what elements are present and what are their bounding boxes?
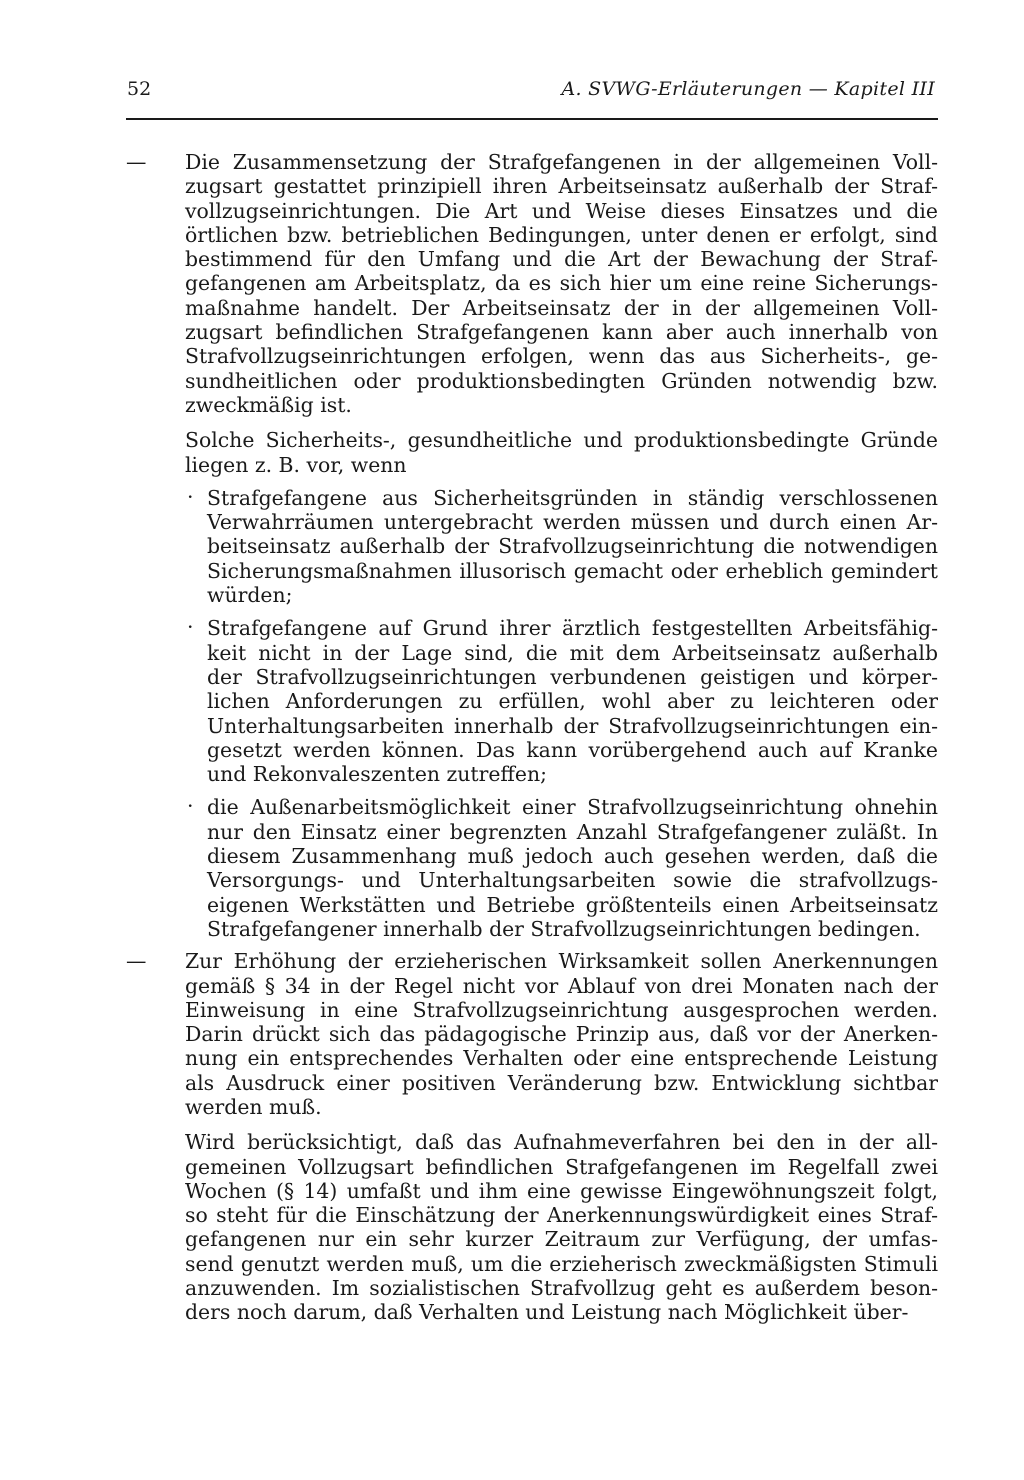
bullet-dot: · bbox=[187, 615, 194, 640]
text-line: ders noch darum, daß Verhalten und Leistung nach Möglichkeit über- bbox=[185, 1300, 909, 1325]
text-line: Darin drückt sich das pädagogische Prinzip aus, daß vor der Anerken- bbox=[185, 1022, 938, 1047]
text-line: gefangenen nur ein sehr kurzer Zeitraum zur Verfügung, der umfas- bbox=[185, 1227, 938, 1252]
header-rule bbox=[126, 118, 938, 120]
body-text bbox=[126, 150, 938, 1325]
text-line: diesem Zusammenhang muß jedoch auch gesehen werden, daß die bbox=[207, 844, 938, 869]
text-line: gefangenen am Arbeitsplatz, da es sich hier um eine reine Sicherungs- bbox=[185, 271, 938, 296]
text-line: Strafvollzugseinrichtungen erfolgen, wenn das aus Sicherheits-, ge- bbox=[185, 344, 938, 369]
text-line: nung ein entsprechendes Verhalten oder eine entsprechende Leistung bbox=[185, 1046, 938, 1071]
text-line: gesetzt werden können. Das kann vorübergehend auch auf Kranke bbox=[207, 737, 938, 762]
bullet-text bbox=[207, 616, 938, 786]
text-line: gemäß § 34 in der Regel nicht vor Ablauf von drei Monaten nach der bbox=[185, 973, 938, 998]
text-line: Einweisung in eine Strafvollzugseinrichtung ausgesprochen werden. bbox=[185, 997, 938, 1022]
text-line: Strafgefangener innerhalb der Strafvollzugseinrichtungen bedingen. bbox=[207, 916, 921, 941]
text-line: liegen z. B. vor, wenn bbox=[185, 452, 407, 477]
bullet-item-arbeitsfaehigkeit bbox=[185, 616, 938, 786]
running-title: A. SVWG-Erläuterungen — Kapitel III bbox=[561, 78, 935, 100]
paragraph-zusammensetzung bbox=[185, 150, 938, 417]
text-line: Strafgefangene auf Grund ihrer ärztlich festgestellten Arbeitsfähig- bbox=[207, 616, 938, 641]
text-line: Die Zusammensetzung der Strafgefangenen in der allgemeinen Voll- bbox=[185, 150, 938, 174]
text-line: und Rekonvaleszenten zutreffen; bbox=[207, 762, 547, 787]
paragraph-erzieherische-wirksamkeit bbox=[185, 949, 938, 1119]
page-number: 52 bbox=[127, 78, 152, 100]
text-line: maßnahme handelt. Der Arbeitseinsatz der in der allgemeinen Voll- bbox=[185, 295, 938, 320]
text-line: werden muß. bbox=[185, 1094, 322, 1119]
bullet-text bbox=[207, 486, 938, 607]
dash-item-arbeitseinsatz bbox=[126, 150, 938, 941]
text-line: örtlichen bzw. betrieblichen Bedingungen, unter denen er erfolgt, sind bbox=[185, 222, 938, 247]
text-line: lichen Anforderungen zu erfüllen, wohl aber zu leichteren oder bbox=[207, 689, 938, 714]
bullet-dot: · bbox=[187, 484, 194, 509]
text-line: der Strafvollzugseinrichtungen verbundenen geistigen und körper- bbox=[207, 664, 938, 689]
text-line: Zur Erhöhung der erzieherischen Wirksamkeit sollen Anerkennungen bbox=[185, 949, 938, 974]
text-line: Strafgefangene aus Sicherheitsgründen in ständig verschlossenen bbox=[207, 485, 938, 510]
paragraph-solche-gruende bbox=[185, 428, 938, 477]
bullet-item-aussenarbeit bbox=[185, 795, 938, 941]
bullet-item-sicherheit bbox=[185, 486, 938, 607]
text-line: Sicherungsmaßnahmen illusorisch gemacht oder erheblich gemindert bbox=[207, 558, 938, 583]
text-line: beitseinsatz außerhalb der Strafvollzugseinrichtung die notwendigen bbox=[207, 534, 938, 559]
paragraph-aufnahmeverfahren bbox=[185, 1130, 938, 1324]
dash-marker: — bbox=[126, 949, 147, 974]
text-line: Versorgungs- und Unterhaltungsarbeiten sowie die strafvollzugs- bbox=[207, 868, 938, 893]
text-line: bestimmend für den Umfang und die Art der Bewachung der Straf- bbox=[185, 247, 938, 272]
text-line: als Ausdruck einer positiven Veränderung bzw. Entwicklung sichtbar bbox=[185, 1070, 938, 1095]
text-line: so steht für die Einschätzung der Anerkennungswürdigkeit eines Straf- bbox=[185, 1203, 938, 1228]
text-line: sundheitlichen oder produktionsbedingten Gründen notwendig bzw. bbox=[185, 368, 938, 393]
bullet-text bbox=[207, 795, 938, 941]
text-line: Solche Sicherheits-, gesundheitliche und produktionsbedingte Gründe bbox=[185, 428, 938, 453]
dash-item-anerkennungen bbox=[126, 949, 938, 1324]
text-line: zugsart gestattet prinzipiell ihren Arbeitseinsatz außerhalb der Straf- bbox=[185, 174, 938, 199]
text-line: Unterhaltungsarbeiten innerhalb der Strafvollzugseinrichtungen ein- bbox=[207, 713, 938, 738]
text-line: vollzugseinrichtungen. Die Art und Weise dieses Einsatzes und die bbox=[185, 198, 938, 223]
text-line: eigenen Werkstätten und Betriebe größtenteils einen Arbeitseinsatz bbox=[207, 892, 938, 917]
text-line: nur den Einsatz einer begrenzten Anzahl Strafgefangener zuläßt. In bbox=[207, 819, 938, 844]
text-line: anzuwenden. Im sozialistischen Strafvollzug geht es außerdem beson- bbox=[185, 1276, 938, 1301]
bullet-list bbox=[185, 486, 938, 941]
text-line: zugsart befindlichen Strafgefangenen kann aber auch innerhalb von bbox=[185, 320, 938, 345]
text-line: gemeinen Vollzugsart befindlichen Strafgefangenen im Regelfall zwei bbox=[185, 1154, 938, 1179]
text-line: send genutzt werden muß, um die erzieherisch zweckmäßigsten Stimuli bbox=[185, 1251, 938, 1276]
text-line: die Außenarbeitsmöglichkeit einer Strafvollzugseinrichtung ohnehin bbox=[207, 795, 938, 820]
text-line: Verwahrräumen untergebracht werden müssen und durch einen Ar- bbox=[207, 510, 938, 535]
text-line: keit nicht in der Lage sind, die mit dem Arbeitseinsatz außerhalb bbox=[207, 640, 938, 665]
bullet-dot: · bbox=[187, 794, 194, 819]
text-line: würden; bbox=[207, 583, 293, 608]
text-line: Wochen (§ 14) umfaßt und ihm eine gewisse Eingewöhnungszeit folgt, bbox=[185, 1178, 938, 1203]
text-line: zweckmäßig ist. bbox=[185, 392, 352, 417]
text-line: Wird berücksichtigt, daß das Aufnahmeverfahren bei den in der all- bbox=[185, 1130, 938, 1155]
dash-marker: — bbox=[126, 150, 147, 174]
